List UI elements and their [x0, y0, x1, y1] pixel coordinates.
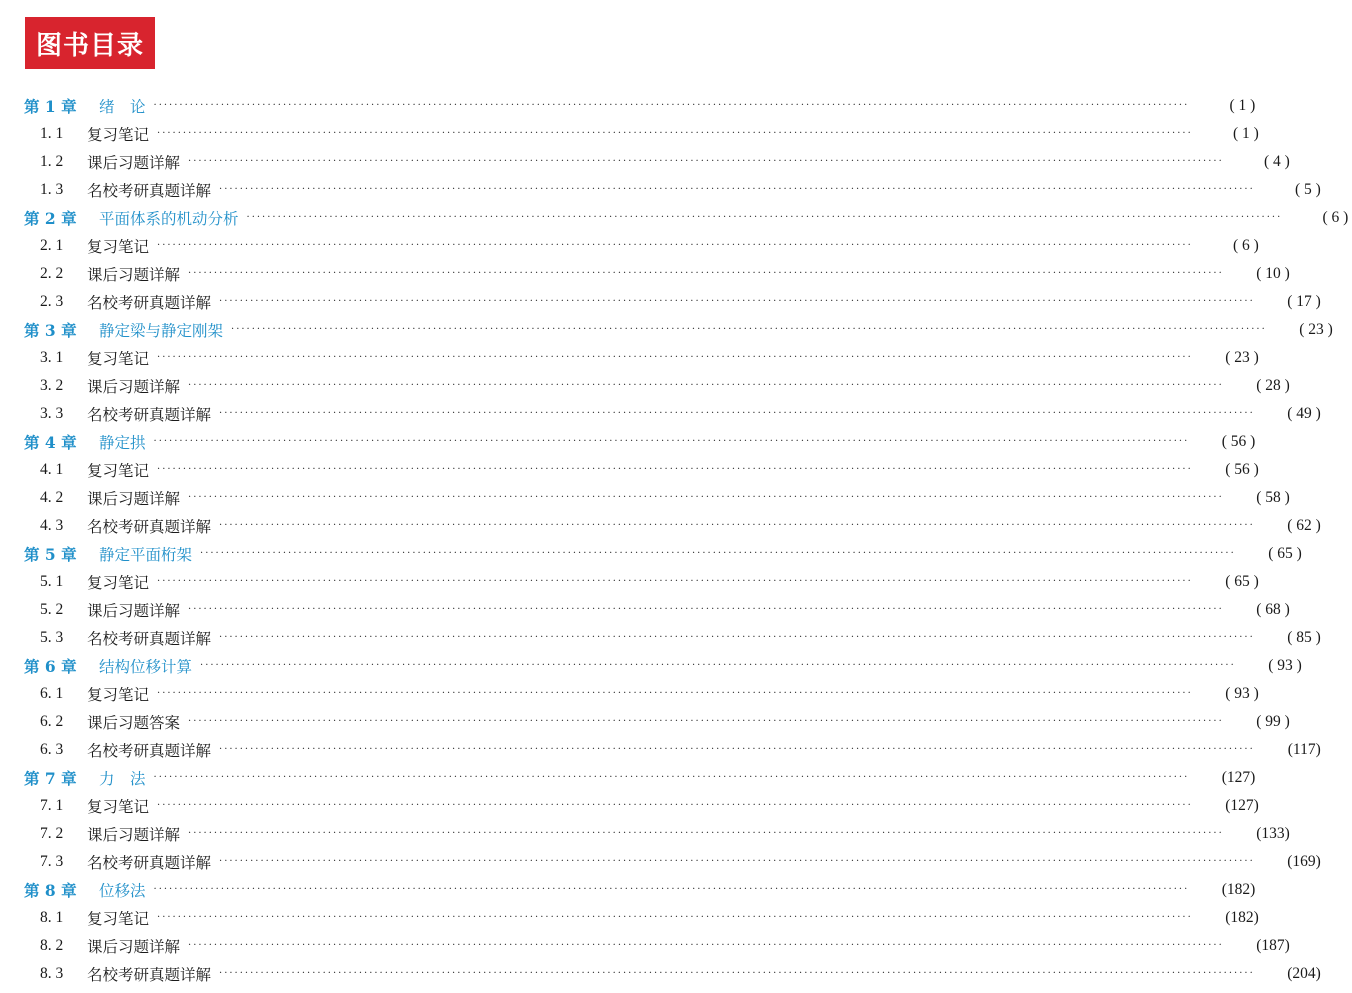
toc-section-row[interactable]: [24, 288, 1321, 316]
toc-page-number: ( 85 ): [1287, 629, 1321, 646]
toc-entry-number: 2. 3: [40, 293, 64, 310]
toc-entry-title: 复习笔记: [87, 798, 150, 816]
toc-entry-number: 第 8 章: [24, 881, 77, 900]
toc-entry-title: 绪 论: [99, 98, 146, 116]
toc-entry-number: 7. 3: [40, 853, 64, 870]
toc-page-number: ( 99 ): [1256, 713, 1290, 730]
toc-entry-number: 4. 1: [40, 461, 64, 478]
toc-page-number: ( 23 ): [1299, 321, 1333, 338]
toc-leader-dots: ········································································································································································································: [246, 212, 1283, 223]
toc-leader-dots: ········································································································································································································: [219, 632, 1255, 643]
toc-leader-dots: ········································································································································································································: [153, 772, 1190, 783]
toc-page-number: ( 56 ): [1225, 461, 1259, 478]
toc-entry-title: 课后习题答案: [87, 714, 181, 732]
toc-chapter-row[interactable]: [24, 92, 1256, 120]
toc-leader-dots: ········································································································································································································: [153, 100, 1190, 111]
toc-page-number: (182): [1221, 881, 1256, 898]
toc-leader-dots: ········································································································································································································: [219, 520, 1255, 531]
toc-entry-number: 第 5 章: [24, 545, 77, 564]
toc-leader-dots: ········································································································································································································: [188, 940, 1224, 951]
toc-section-row[interactable]: [24, 736, 1321, 764]
toc-page-number: ( 1 ): [1232, 125, 1259, 142]
toc-section-row[interactable]: [24, 596, 1290, 624]
toc-section-row[interactable]: [24, 568, 1259, 596]
toc-entry-number: 1. 3: [40, 181, 64, 198]
toc-leader-dots: ········································································································································································································: [153, 436, 1190, 447]
toc-entry-title: 名校考研真题详解: [87, 630, 212, 648]
toc-leader-dots: ········································································································································································································: [219, 296, 1255, 307]
toc-entry-title: 课后习题详解: [87, 154, 181, 172]
toc-leader-dots: ········································································································································································································: [157, 128, 1193, 139]
toc-entry-title: 课后习题详解: [87, 378, 181, 396]
toc-leader-dots: ········································································································································································································: [188, 156, 1224, 167]
toc-chapter-row[interactable]: [24, 764, 1256, 792]
toc-section-row[interactable]: [24, 400, 1321, 428]
toc-entry-number: 3. 1: [40, 349, 64, 366]
toc-entry-title: 复习笔记: [87, 350, 150, 368]
toc-entry-number: 7. 1: [40, 797, 64, 814]
toc-chapter-row[interactable]: [24, 316, 1333, 344]
toc-page-number: (182): [1225, 909, 1259, 926]
toc-section-row[interactable]: [24, 232, 1259, 260]
toc-leader-dots: ········································································································································································································: [219, 184, 1255, 195]
page-title: 图书目录: [25, 17, 155, 69]
toc-entry-title: 复习笔记: [87, 238, 150, 256]
toc-leader-dots: ········································································································································································································: [219, 408, 1255, 419]
toc-entry-title: 名校考研真题详解: [87, 742, 212, 760]
toc-entry-number: 4. 3: [40, 517, 64, 534]
toc-page-number: ( 6 ): [1322, 209, 1349, 226]
toc-leader-dots: ········································································································································································································: [219, 968, 1255, 979]
toc-section-row[interactable]: [24, 848, 1321, 876]
toc-page-number: (187): [1256, 937, 1290, 954]
toc-entry-number: 第 6 章: [24, 657, 77, 676]
toc-entry-number: 6. 2: [40, 713, 64, 730]
toc-entry-number: 第 1 章: [24, 97, 77, 116]
toc-leader-dots: ········································································································································································································: [157, 576, 1193, 587]
toc-entry-number: 3. 3: [40, 405, 64, 422]
toc-section-row[interactable]: [24, 680, 1259, 708]
toc-entry-number: 第 3 章: [24, 321, 77, 340]
toc-entry-number: 1. 2: [40, 153, 64, 170]
toc-page-number: ( 68 ): [1256, 601, 1290, 618]
toc-entry-title: 复习笔记: [87, 910, 150, 928]
toc-entry-number: 7. 2: [40, 825, 64, 842]
toc-leader-dots: ········································································································································································································: [153, 884, 1190, 895]
toc-entry-number: 6. 1: [40, 685, 64, 702]
toc-leader-dots: ········································································································································································································: [200, 548, 1236, 559]
toc-section-row[interactable]: [24, 484, 1290, 512]
toc-entry-title: 力 法: [99, 770, 146, 788]
toc-section-row[interactable]: [24, 120, 1259, 148]
toc-page-number: ( 49 ): [1287, 405, 1321, 422]
toc-entry-title: 复习笔记: [87, 462, 150, 480]
toc-entry-title: 名校考研真题详解: [87, 406, 212, 424]
toc-leader-dots: ········································································································································································································: [188, 380, 1224, 391]
toc-entry-title: 静定拱: [99, 434, 146, 452]
toc-entry-number: 8. 3: [40, 965, 64, 982]
toc-page-number: ( 65 ): [1268, 545, 1302, 562]
toc-leader-dots: ········································································································································································································: [157, 688, 1193, 699]
toc-page-number: (127): [1221, 769, 1256, 786]
toc-entry-number: 8. 1: [40, 909, 64, 926]
toc-page-number: ( 65 ): [1225, 573, 1259, 590]
toc-entry-title: 复习笔记: [87, 574, 150, 592]
toc-entry-title: 课后习题详解: [87, 938, 181, 956]
toc-leader-dots: ········································································································································································································: [188, 492, 1224, 503]
toc-section-row[interactable]: [24, 512, 1321, 540]
toc-entry-title: 结构位移计算: [99, 658, 193, 676]
toc-entry-title: 课后习题详解: [87, 490, 181, 508]
toc-page-number: ( 56 ): [1221, 433, 1256, 450]
toc-entry-title: 名校考研真题详解: [87, 854, 212, 872]
toc-leader-dots: ········································································································································································································: [188, 828, 1224, 839]
toc-page-number: ( 4 ): [1263, 153, 1290, 170]
toc-entry-number: 第 7 章: [24, 769, 77, 788]
toc-entry-title: 课后习题详解: [87, 266, 181, 284]
toc-entry-title: 位移法: [99, 882, 146, 900]
toc-page-number: ( 93 ): [1268, 657, 1302, 674]
toc-section-row[interactable]: [24, 792, 1259, 820]
toc-page-number: ( 17 ): [1287, 293, 1321, 310]
toc-section-row[interactable]: [24, 624, 1321, 652]
toc-section-row[interactable]: [24, 372, 1290, 400]
toc-leader-dots: ········································································································································································································: [188, 268, 1224, 279]
toc-page-number: (169): [1287, 853, 1321, 870]
toc-entry-title: 静定梁与静定刚架: [99, 322, 224, 340]
toc-page-number: ( 28 ): [1256, 377, 1290, 394]
toc-page-number: ( 58 ): [1256, 489, 1290, 506]
toc-entry-title: 名校考研真题详解: [87, 294, 212, 312]
toc-leader-dots: ········································································································································································································: [157, 800, 1193, 811]
toc-leader-dots: ········································································································································································································: [219, 744, 1255, 755]
toc-entry-title: 静定平面桁架: [99, 546, 193, 564]
toc-entry-title: 名校考研真题详解: [87, 518, 212, 536]
toc-chapter-row[interactable]: [24, 428, 1256, 456]
toc-leader-dots: ········································································································································································································: [188, 716, 1224, 727]
toc-entry-number: 5. 2: [40, 601, 64, 618]
toc-section-row[interactable]: [24, 904, 1259, 932]
toc-page-number: (204): [1287, 965, 1321, 982]
toc-entry-title: 课后习题详解: [87, 602, 181, 620]
toc-entry-number: 4. 2: [40, 489, 64, 506]
toc-page-number: ( 23 ): [1225, 349, 1259, 366]
toc-entry-title: 复习笔记: [87, 126, 150, 144]
toc-page-number: (117): [1287, 741, 1321, 758]
toc-entry-title: 名校考研真题详解: [87, 966, 212, 984]
toc-entry-number: 第 4 章: [24, 433, 77, 452]
toc-leader-dots: ········································································································································································································: [157, 240, 1193, 251]
toc-section-row[interactable]: [24, 148, 1290, 176]
toc-section-row[interactable]: [24, 932, 1290, 960]
toc-leader-dots: ········································································································································································································: [219, 856, 1255, 867]
toc-page-number: ( 93 ): [1225, 685, 1259, 702]
toc-chapter-row[interactable]: [24, 876, 1256, 904]
toc-entry-title: 平面体系的机动分析: [99, 210, 239, 228]
toc-entry-number: 6. 3: [40, 741, 64, 758]
toc-section-row[interactable]: [24, 456, 1259, 484]
toc-section-row[interactable]: [24, 820, 1290, 848]
toc-entry-title: 课后习题详解: [87, 826, 181, 844]
toc-page-number: ( 6 ): [1232, 237, 1259, 254]
toc-leader-dots: ········································································································································································································: [188, 604, 1224, 615]
toc-entry-number: 5. 1: [40, 573, 64, 590]
toc-entry-title: 名校考研真题详解: [87, 182, 212, 200]
toc-page-number: ( 1 ): [1229, 97, 1256, 114]
toc-leader-dots: ········································································································································································································: [157, 464, 1193, 475]
toc-section-row[interactable]: [24, 960, 1321, 988]
toc-chapter-row[interactable]: [24, 652, 1302, 680]
toc-entry-number: 8. 2: [40, 937, 64, 954]
toc-leader-dots: ········································································································································································································: [157, 912, 1193, 923]
toc-page-number: (127): [1225, 797, 1259, 814]
toc-section-row[interactable]: [24, 344, 1259, 372]
toc-page-number: ( 10 ): [1256, 265, 1290, 282]
toc-section-row[interactable]: [24, 708, 1290, 736]
toc-entry-title: 复习笔记: [87, 686, 150, 704]
toc-entry-number: 1. 1: [40, 125, 64, 142]
toc-entry-number: 5. 3: [40, 629, 64, 646]
toc-page-number: ( 62 ): [1287, 517, 1321, 534]
toc-leader-dots: ········································································································································································································: [200, 660, 1236, 671]
toc-chapter-row[interactable]: [24, 204, 1349, 232]
toc-section-row[interactable]: [24, 176, 1321, 204]
toc-leader-dots: ········································································································································································································: [157, 352, 1193, 363]
toc-page-number: (133): [1256, 825, 1290, 842]
toc-entry-number: 2. 2: [40, 265, 64, 282]
toc-entry-number: 第 2 章: [24, 209, 77, 228]
toc-page-number: ( 5 ): [1294, 181, 1321, 198]
toc-section-row[interactable]: [24, 260, 1290, 288]
toc-leader-dots: ········································································································································································································: [231, 324, 1267, 335]
toc-entry-number: 3. 2: [40, 377, 64, 394]
toc-chapter-row[interactable]: [24, 540, 1302, 568]
table-of-contents: [24, 92, 1349, 988]
toc-entry-number: 2. 1: [40, 237, 64, 254]
